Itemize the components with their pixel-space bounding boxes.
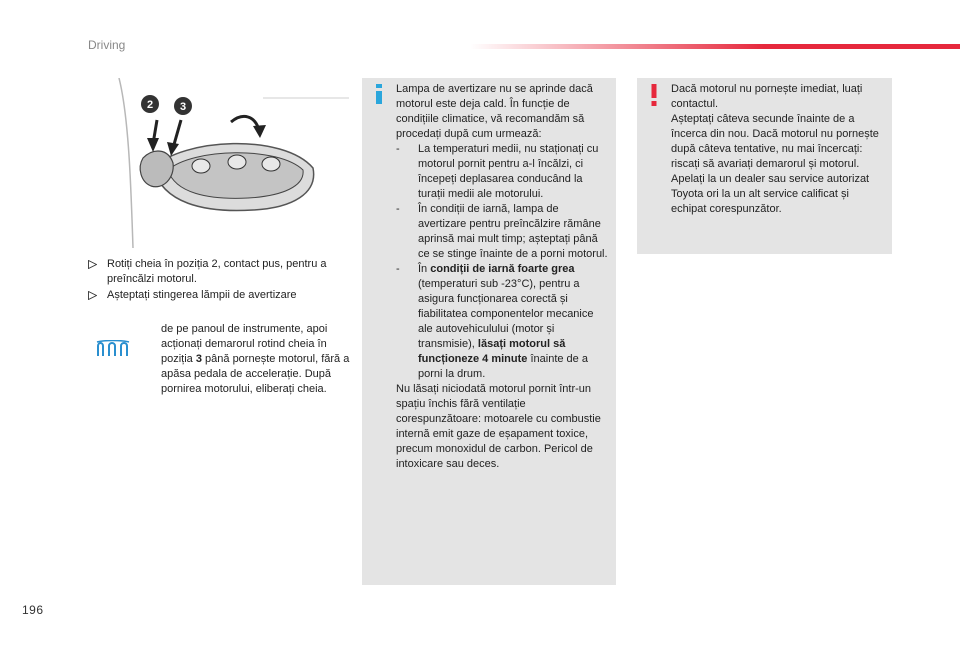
step-text: Rotiți cheia în poziția 2, contact pus, pentru a preîncălzi motorul. — [107, 258, 327, 285]
key-position: 3 — [195, 353, 202, 365]
step-text: Așteptați stingerea lămpii de avertizare — [107, 289, 297, 301]
section-title: Driving — [88, 38, 126, 52]
info-icon — [373, 84, 385, 104]
svg-text:3: 3 — [179, 101, 187, 113]
page-number: 196 — [22, 603, 44, 617]
warning-text: Apelați la un dealer sau service autorizat Toyota ori la un alt service calificat și echipat corespunzător. — [671, 173, 870, 215]
warning-panel — [637, 78, 892, 254]
step-item — [88, 288, 353, 303]
preheat-text: de pe panoul de instrumente, apoi acționați demarorul rotind cheia în poziția 3 până pornește motorul, fără a apăsa pedala de accelerație. După pornirea motorului, eliberați cheia. — [161, 323, 350, 395]
header-accent-bar — [470, 44, 960, 49]
bullet-arrow-icon — [88, 260, 97, 269]
info-list-item: - În condiții de iarnă, lampa de avertizare pentru preîncălzire rămâne aprinsă mai mult timp; așteptați până ce se stinge înainte de a porni motorul. — [396, 203, 608, 260]
step-item — [88, 257, 353, 287]
instruction-steps — [88, 257, 353, 304]
info-panel — [362, 78, 616, 585]
bullet-arrow-icon — [88, 291, 97, 300]
warning-exclamation-icon — [649, 84, 659, 106]
info-intro: Lampa de avertizare nu se aprinde dacă motorul este deja cald. În funcție de condițiile climatice, vă recomandăm să procedați după cum urmează: — [396, 83, 593, 140]
info-list-item: - La temperaturi medii, nu staționați cu motorul pornit pentru a-l încălzi, ci începeți deplasarea conducând la turații medii ale motorului. — [396, 143, 599, 200]
ignition-key-illustration — [113, 78, 351, 250]
warning-text: Așteptați câteva secunde înainte de a încerca din nou. Dacă motorul nu pornește după câteva tentative, nu mai încercați: riscați să avariați demarorul și motorul. — [671, 113, 879, 170]
info-closing: Nu lăsați niciodată motorul pornit într-un spațiu închis fără ventilație corespunzătoare: motoarele cu combustie internă emit gaze de eșapament toxice, precum monoxidul de carbon. Pericol de intoxicare sau deces. — [396, 383, 601, 470]
glow-plug-warning-icon — [96, 340, 130, 358]
svg-text:2: 2 — [146, 99, 154, 111]
preheat-instruction — [88, 322, 358, 422]
info-list-item: - În condiții de iarnă foarte grea (temperaturi sub -23°C), pentru a asigura funcționarea corectă și fiabilitatea componentelor mecanice ale autovehiculului (motor și transmisie), lăsați motorul să funcționeze 4 minute înainte de a porni la drum. — [396, 263, 594, 380]
warning-text: Dacă motorul nu pornește imediat, luați contactul. — [671, 83, 863, 110]
